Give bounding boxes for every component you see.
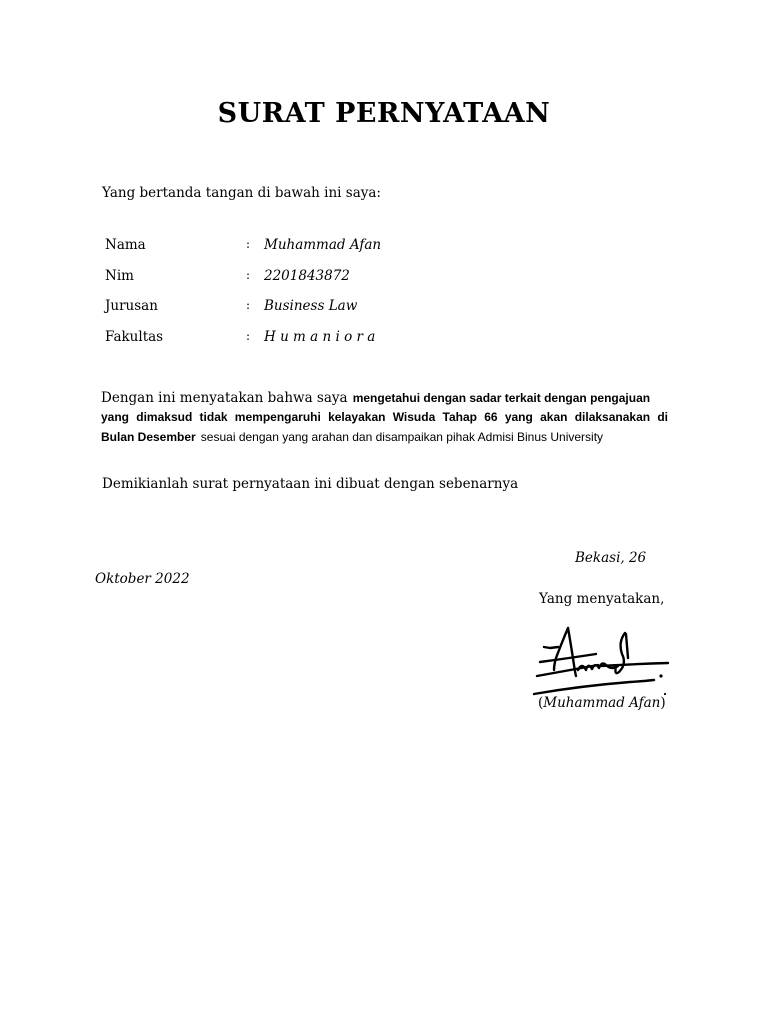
signer-name-line — [538, 695, 666, 711]
field-value: 2201843872 — [264, 268, 350, 284]
document-title: SURAT PERNYATAAN — [217, 98, 551, 129]
field-separator: : — [246, 237, 251, 251]
field-separator: : — [246, 268, 251, 282]
statement-text: Dengan ini menyatakan bahwa saya — [101, 390, 348, 406]
field-value: H u m a n i o r a — [264, 329, 376, 345]
field-label: Fakultas — [105, 329, 164, 345]
field-separator: : — [246, 329, 251, 343]
closing-text: Demikianlah surat pernyataan ini dibuat dengan sebenarnya — [102, 476, 519, 492]
statement-bold-text: Bulan Desember — [101, 430, 196, 444]
field-value: Muhammad Afan — [264, 237, 382, 253]
date-continuation: Oktober 2022 — [95, 571, 190, 587]
signer-name: Muhammad Afan — [543, 695, 661, 711]
statement-line-3 — [101, 425, 668, 448]
place-date: Bekasi, 26 — [575, 550, 647, 566]
statement-text: sesuai dengan yang arahan dan disampaikan pihak Admisi Binus University — [200, 430, 604, 444]
field-label: Nama — [105, 237, 146, 253]
field-label: Nim — [105, 268, 134, 284]
field-value: Business Law — [264, 298, 358, 314]
signer-label: Yang menyatakan, — [539, 591, 665, 607]
field-label: Jurusan — [105, 298, 158, 314]
statement-bold-text: yang dimaksud tidak mempengaruhi kelayakan Wisuda Tahap 66 yang akan dilaksanakan di — [101, 410, 668, 424]
paren-open: ( — [538, 695, 544, 711]
statement-bold-text: mengetahui dengan sadar terkait dengan pengajuan — [352, 391, 651, 405]
paren-close: ) — [660, 695, 666, 711]
signature-image — [530, 620, 670, 698]
intro-text: Yang bertanda tangan di bawah ini saya: — [102, 185, 381, 201]
field-separator: : — [246, 298, 251, 312]
